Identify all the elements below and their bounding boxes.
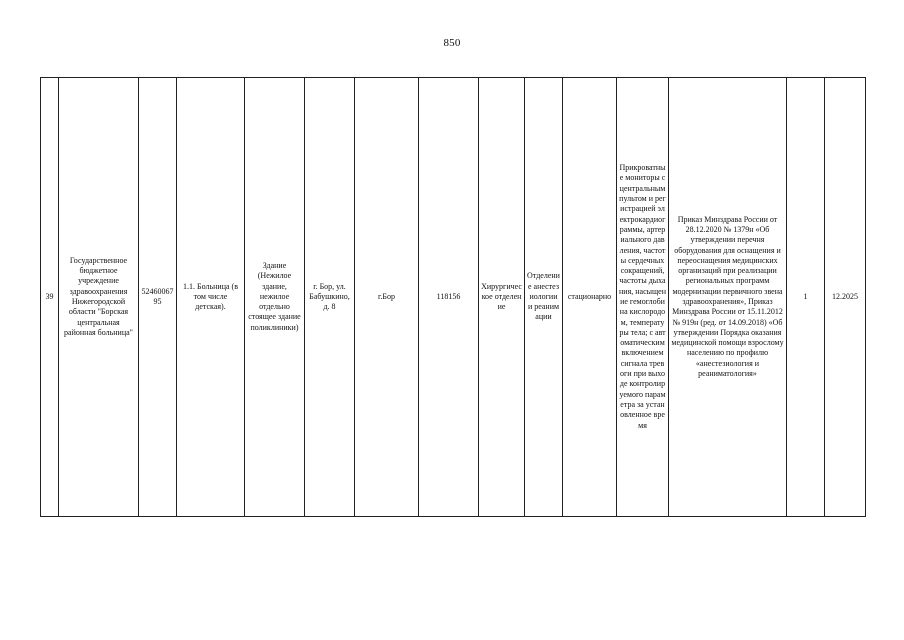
equipment-cell: Прикроватные мониторы с центральным пультом и регистрацией электрокардиограммы, артериального давления, частоты сердечных сокращений, частоты дыхания, насыщение гемоглобина кислородом, температуры тела; с автоматическим включением сигнала тревоги при выходе контролируемого параметра за установленное время <box>617 78 669 517</box>
page-number: 850 <box>443 37 461 49</box>
table-row <box>41 78 866 517</box>
row-index-cell: 39 <box>41 78 59 517</box>
legal-basis-cell: Приказ Минздрава России от 28.12.2020 № 1379н «Об утверждении перечня оборудования для оснащения и переоснащения медицинских организаций при реализации региональных программ модернизации первичного звена здравоохранения», Приказ Минздрава России от 15.11.2012 № 919н (ред. от 14.09.2018) «Об утверждении Порядка оказания медицинской помощи взрослому населению по профилю «анестезиология и реаниматология» <box>669 78 787 517</box>
code-cell: 118156 <box>419 78 479 517</box>
quantity-cell: 1 <box>787 78 825 517</box>
unit-cell: Отделение анестезиологии и реанимации <box>525 78 563 517</box>
facility-type-cell: 1.1. Больница (в том числе детская). <box>177 78 245 517</box>
organization-cell: Государственное бюджетное учреждение здравоохранения Нижегородской области "Борская центральная районная больница" <box>59 78 139 517</box>
building-cell: Здание (Нежилое здание, нежилое отдельно стоящее здание поликлиники) <box>245 78 305 517</box>
department-cell: Хирургическое отделение <box>479 78 525 517</box>
inn-cell: 5246006795 <box>139 78 177 517</box>
equipment-registry-table <box>40 77 866 517</box>
care-condition-cell: стационарно <box>563 78 617 517</box>
city-cell: г.Бор <box>355 78 419 517</box>
address-cell: г. Бор, ул. Бабушкино, д. 8 <box>305 78 355 517</box>
date-cell: 12.2025 <box>825 78 866 517</box>
